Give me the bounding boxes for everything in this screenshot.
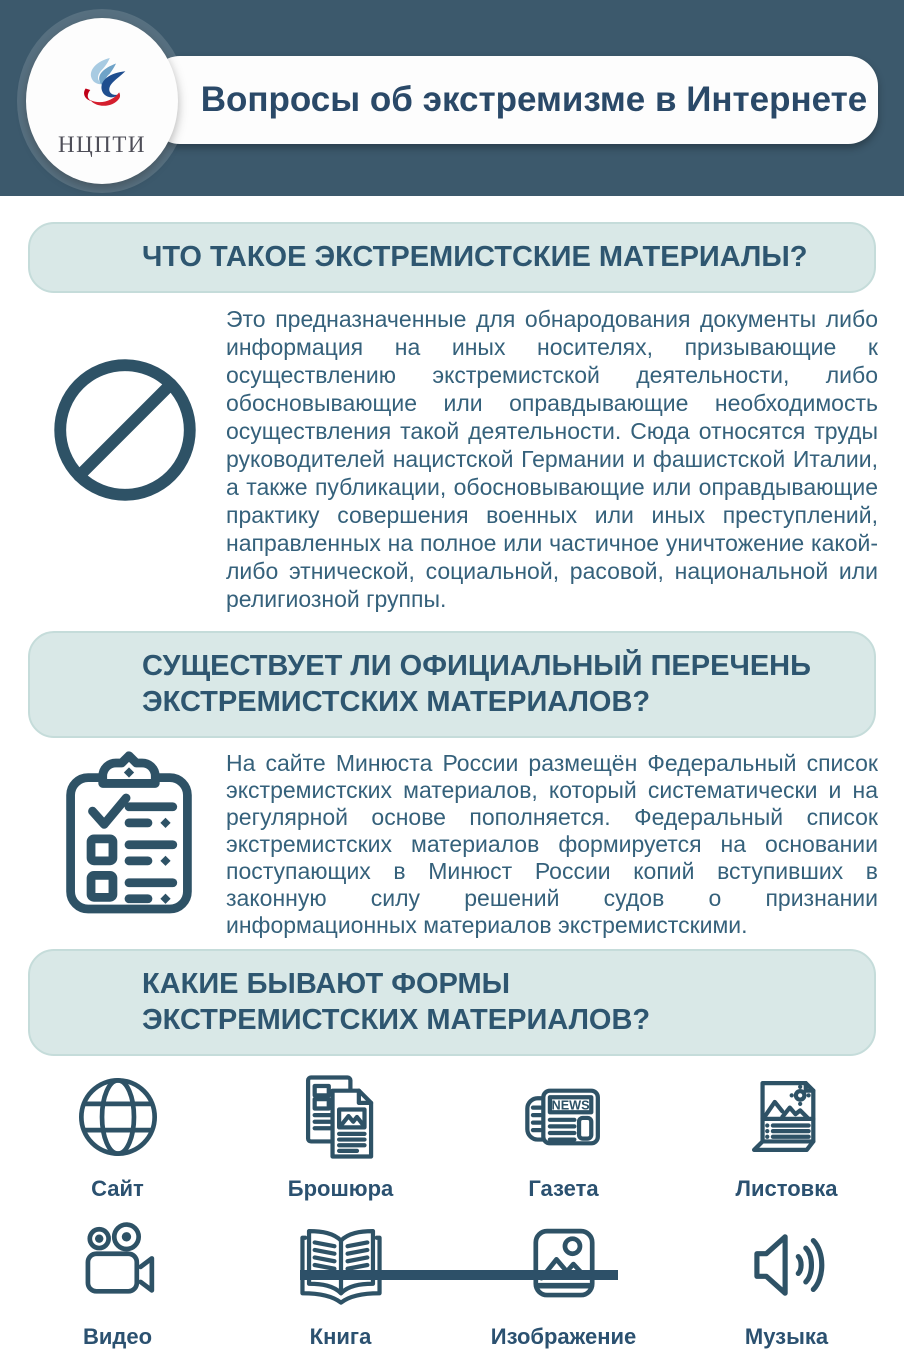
ncpti-swirl-icon [60,51,144,129]
question-2-line-2: ЭКСТРЕМИСТСКИХ МАТЕРИАЛОВ? [142,686,651,719]
section-1-content [0,293,904,613]
question-1-text: ЧТО ТАКОЕ ЭКСТРЕМИСТСКИЕ МАТЕРИАЛЫ? [142,241,808,273]
leaflet-icon [740,1070,834,1164]
video-camera-icon [71,1218,165,1312]
checklist-clipboard-icon [40,750,226,939]
logo-text: НЦПТИ [58,131,146,157]
form-item-site [6,1070,229,1202]
page-title: Вопросы об экстремизме в Интернете [200,80,868,119]
form-label: Сайт [91,1175,144,1201]
ncpti-logo [26,18,178,184]
form-item-book [229,1218,452,1350]
form-label: Листовка [735,1175,838,1201]
prohibition-icon [40,305,226,613]
question-2-line-1: СУЩЕСТВУЕТ ЛИ ОФИЦИАЛЬНЫЙ ПЕРЕЧЕНЬ [142,649,811,682]
forms-grid [0,1056,904,1350]
image-icon [517,1218,611,1312]
brochure-icon [294,1070,388,1164]
question-3-line-1: КАКИЕ БЫВАЮТ ФОРМЫ [142,967,511,1000]
form-item-video [6,1218,229,1350]
open-book-icon [294,1218,388,1312]
question-banner-3 [28,949,876,1056]
form-label: Газета [528,1175,599,1201]
section-1-paragraph: Это предназначенные для обнародования документы либо информация на иных носителях, призывающие к осуществлению экстремистской деятельности, либо обосновывающие или оправдывающие необходимость осуществления такой деятельности. Сюда относятся труды руководителей нацистской Германии и фашистской Италии, а также публикации, обосновывающие или оправдывающие практику совершения военных или иных преступлений, направленных на полное или частичное уничтожение какой-либо этнической, социальной, расовой, национальной или религиозной группы. [226,305,878,612]
form-label: Брошюра [287,1175,394,1201]
form-item-brochure [229,1070,452,1202]
title-banner [150,56,878,144]
header [0,0,904,196]
question-banner-2 [28,631,876,738]
form-label: Видео [82,1323,153,1349]
question-3-line-2: ЭКСТРЕМИСТСКИХ МАТЕРИАЛОВ? [142,1004,651,1037]
form-label: Книга [309,1323,372,1349]
section-2-content [0,738,904,939]
form-item-newspaper [452,1070,675,1202]
question-banner-1 [28,222,876,293]
speaker-icon [740,1218,834,1312]
globe-icon [71,1070,165,1164]
form-label: Изображение [490,1323,637,1349]
form-item-leaflet [675,1070,898,1202]
form-item-image [452,1218,675,1350]
section-2-paragraph: На сайте Минюста России размещён Федеральный список экстремистских материалов, который систематически и на регулярной основе пополняется. Федеральный список экстремистских материалов формируется на основании поступающих в Минюст России копий вступивших в законную силу решений судов о признании информационных материалов экстремистскими. [226,749,878,938]
newspaper-icon [517,1070,611,1164]
form-item-music [675,1218,898,1350]
footer-bar [300,1270,618,1280]
news-icon-text: NEWS [551,1098,590,1113]
form-label: Музыка [744,1323,829,1349]
